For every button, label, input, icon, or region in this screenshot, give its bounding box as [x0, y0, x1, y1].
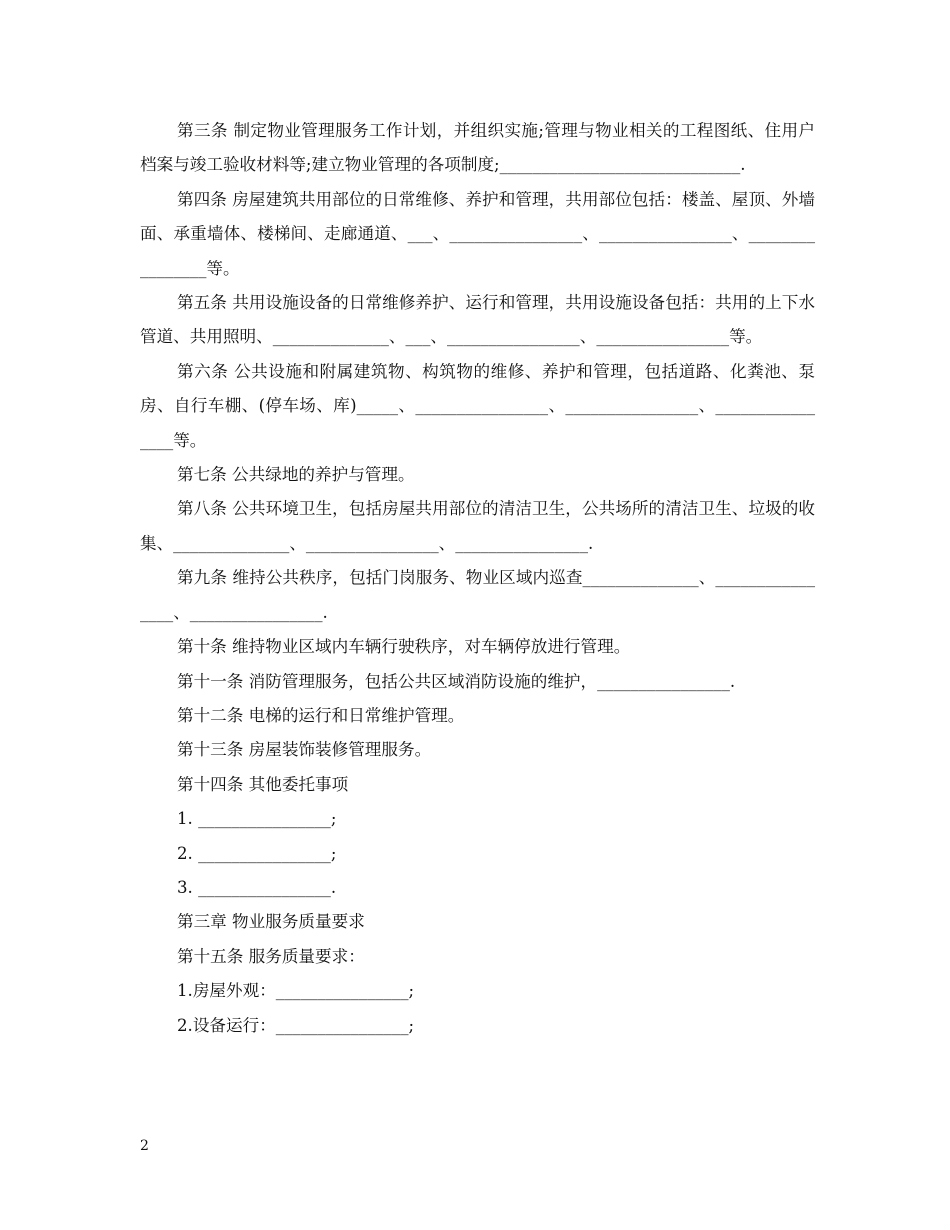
list-item-2: 2. ________________; [177, 843, 337, 863]
quality-item-equipment-operation: 2.设备运行：________________; [177, 1015, 415, 1035]
document-body [140, 114, 815, 1043]
article-8-paragraph: 第八条 公共环境卫生，包括房屋共用部位的清洁卫生，公共场所的清洁卫生、垃圾的收集、______________、________________、________________. [140, 499, 815, 553]
article-13-paragraph: 第十三条 房屋装饰装修管理服务。 [177, 740, 432, 760]
article-9-paragraph: 第九条 维持公共秩序，包括门岗服务、物业区域内巡查______________、________________、________________. [140, 568, 815, 622]
article-3-paragraph: 第三条 制定物业管理服务工作计划，并组织实施;管理与物业相关的工程图纸、住用户档案与竣工验收材料等;建立物业管理的各项制度;_____________________________. [140, 121, 815, 175]
article-4-paragraph: 第四条 房屋建筑共用部位的日常维修、养护和管理，共用部位包括：楼盖、屋顶、外墙面、承重墙体、楼梯间、走廊通道、___、________________、________________、________________等。 [140, 189, 815, 278]
chapter-3-heading: 第三章 物业服务质量要求 [177, 912, 365, 932]
list-item-3: 3. ________________. [177, 877, 337, 897]
article-5-paragraph: 第五条 共用设施设备的日常维修养护、运行和管理，共用设施设备包括：共用的上下水管道、共用照明、______________、___、________________、________________等。 [140, 293, 815, 347]
article-14-paragraph: 第十四条 其他委托事项 [177, 774, 349, 794]
article-6-paragraph: 第六条 公共设施和附属建筑物、构筑物的维修、养护和管理，包括道路、化粪池、泵房、自行车棚、(停车场、库)_____、________________、________________、________________等。 [140, 361, 815, 450]
list-item-1: 1. ________________; [177, 809, 337, 829]
article-10-paragraph: 第十条 维持物业区域内车辆行驶秩序，对车辆停放进行管理。 [177, 637, 631, 657]
quality-item-house-exterior: 1.房屋外观：________________; [177, 981, 415, 1001]
article-7-paragraph: 第七条 公共绿地的养护与管理。 [177, 465, 415, 485]
article-12-paragraph: 第十二条 电梯的运行和日常维护管理。 [177, 705, 465, 725]
page-number: 2 [140, 1138, 149, 1154]
article-11-paragraph: 第十一条 消防管理服务，包括公共区域消防设施的维护，________________. [177, 671, 736, 691]
article-15-paragraph: 第十五条 服务质量要求： [177, 946, 365, 966]
